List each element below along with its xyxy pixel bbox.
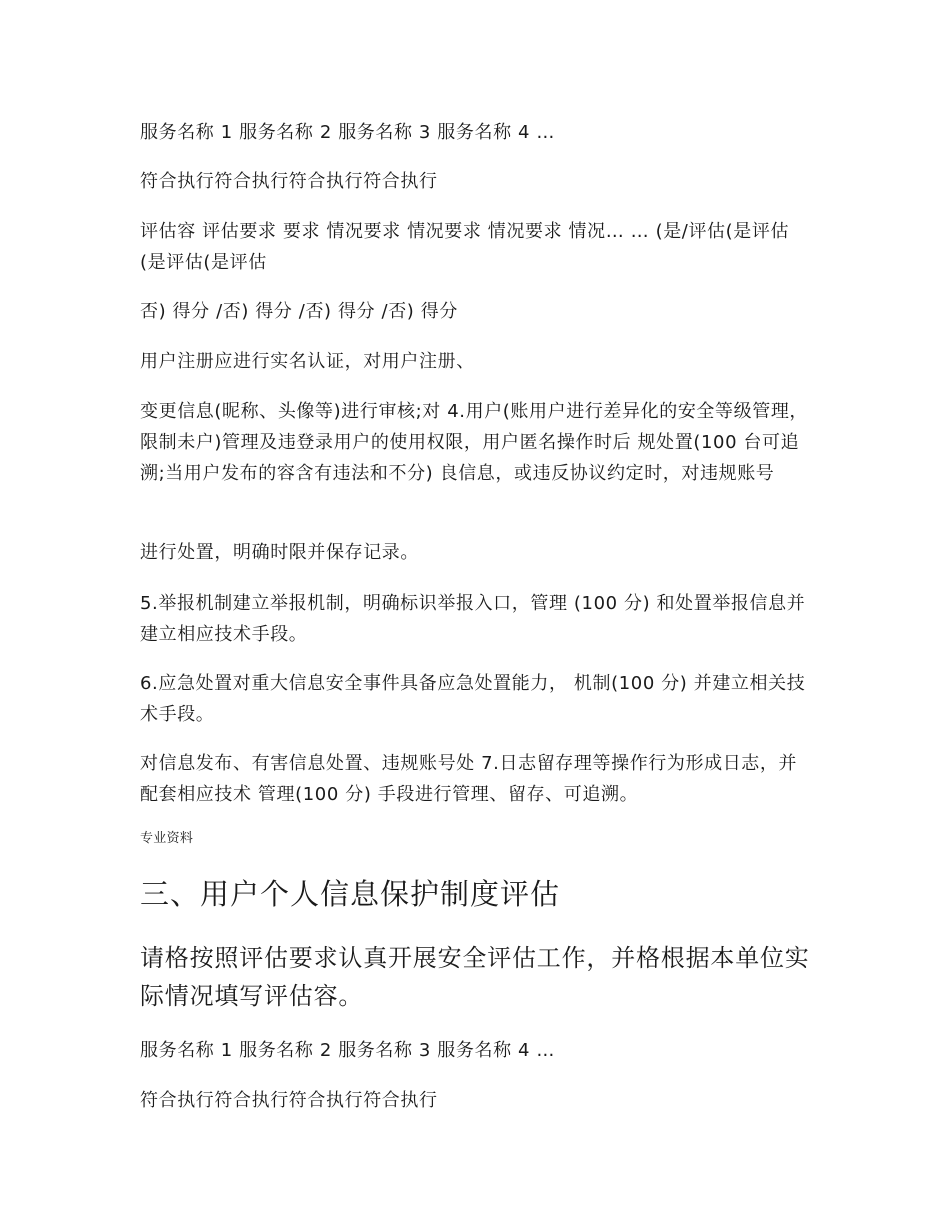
section-lead: 请格按照评估要求认真开展安全评估工作，并格根据本单位实际情况填写评估容。 (140, 944, 810, 1010)
log-retention-paragraph: 对信息发布、有害信息处置、违规账号处 7.日志留存理等操作行为形成日志，并配套相应技术 管理(100 分) 手段进行管理、留存、可追溯。 (140, 753, 798, 805)
emergency-paragraph: 6.应急处置对重大信息安全事件具备应急处置能力， 机制(100 分) 并建立相关技术手段。 (140, 673, 806, 725)
registration-paragraph: 用户注册应进行实名认证，对用户注册、 (140, 351, 475, 372)
service-names-line: 服务名称 1 服务名称 2 服务名称 3 服务名称 4 … (140, 122, 555, 143)
report-mechanism-paragraph: 5.举报机制建立举报机制，明确标识举报入口，管理 (100 分) 和处置举报信息并建立相应技术手段。 (140, 593, 806, 645)
user-management-paragraph: 变更信息(昵称、头像等)进行审核;对 4.用户(账用户进行差异化的安全等级管理，限制未户)管理及违登录用户的使用权限，用户匿名操作时后 规处置(100 台可追溯;当用户发布的容含有违法和不分) 良信息，或违反协议约定时，对违规账号 (140, 401, 809, 484)
assessment-header-line: 评估容 评估要求 要求 情况要求 情况要求 情况要求 情况… … (是/评估(是评估(是评估(是评估 (140, 221, 790, 273)
handling-paragraph: 进行处置，明确时限并保存记录。 (140, 542, 419, 563)
compliance-line-2: 符合执行符合执行符合执行符合执行 (140, 1090, 438, 1111)
compliance-line: 符合执行符合执行符合执行符合执行 (140, 171, 438, 192)
footer-label: 专业资料 (140, 831, 194, 846)
service-names-line-2: 服务名称 1 服务名称 2 服务名称 3 服务名称 4 … (140, 1040, 555, 1061)
score-line: 否) 得分 /否) 得分 /否) 得分 /否) 得分 (140, 301, 458, 322)
section-title: 三、用户个人信息保护制度评估 (140, 877, 561, 911)
